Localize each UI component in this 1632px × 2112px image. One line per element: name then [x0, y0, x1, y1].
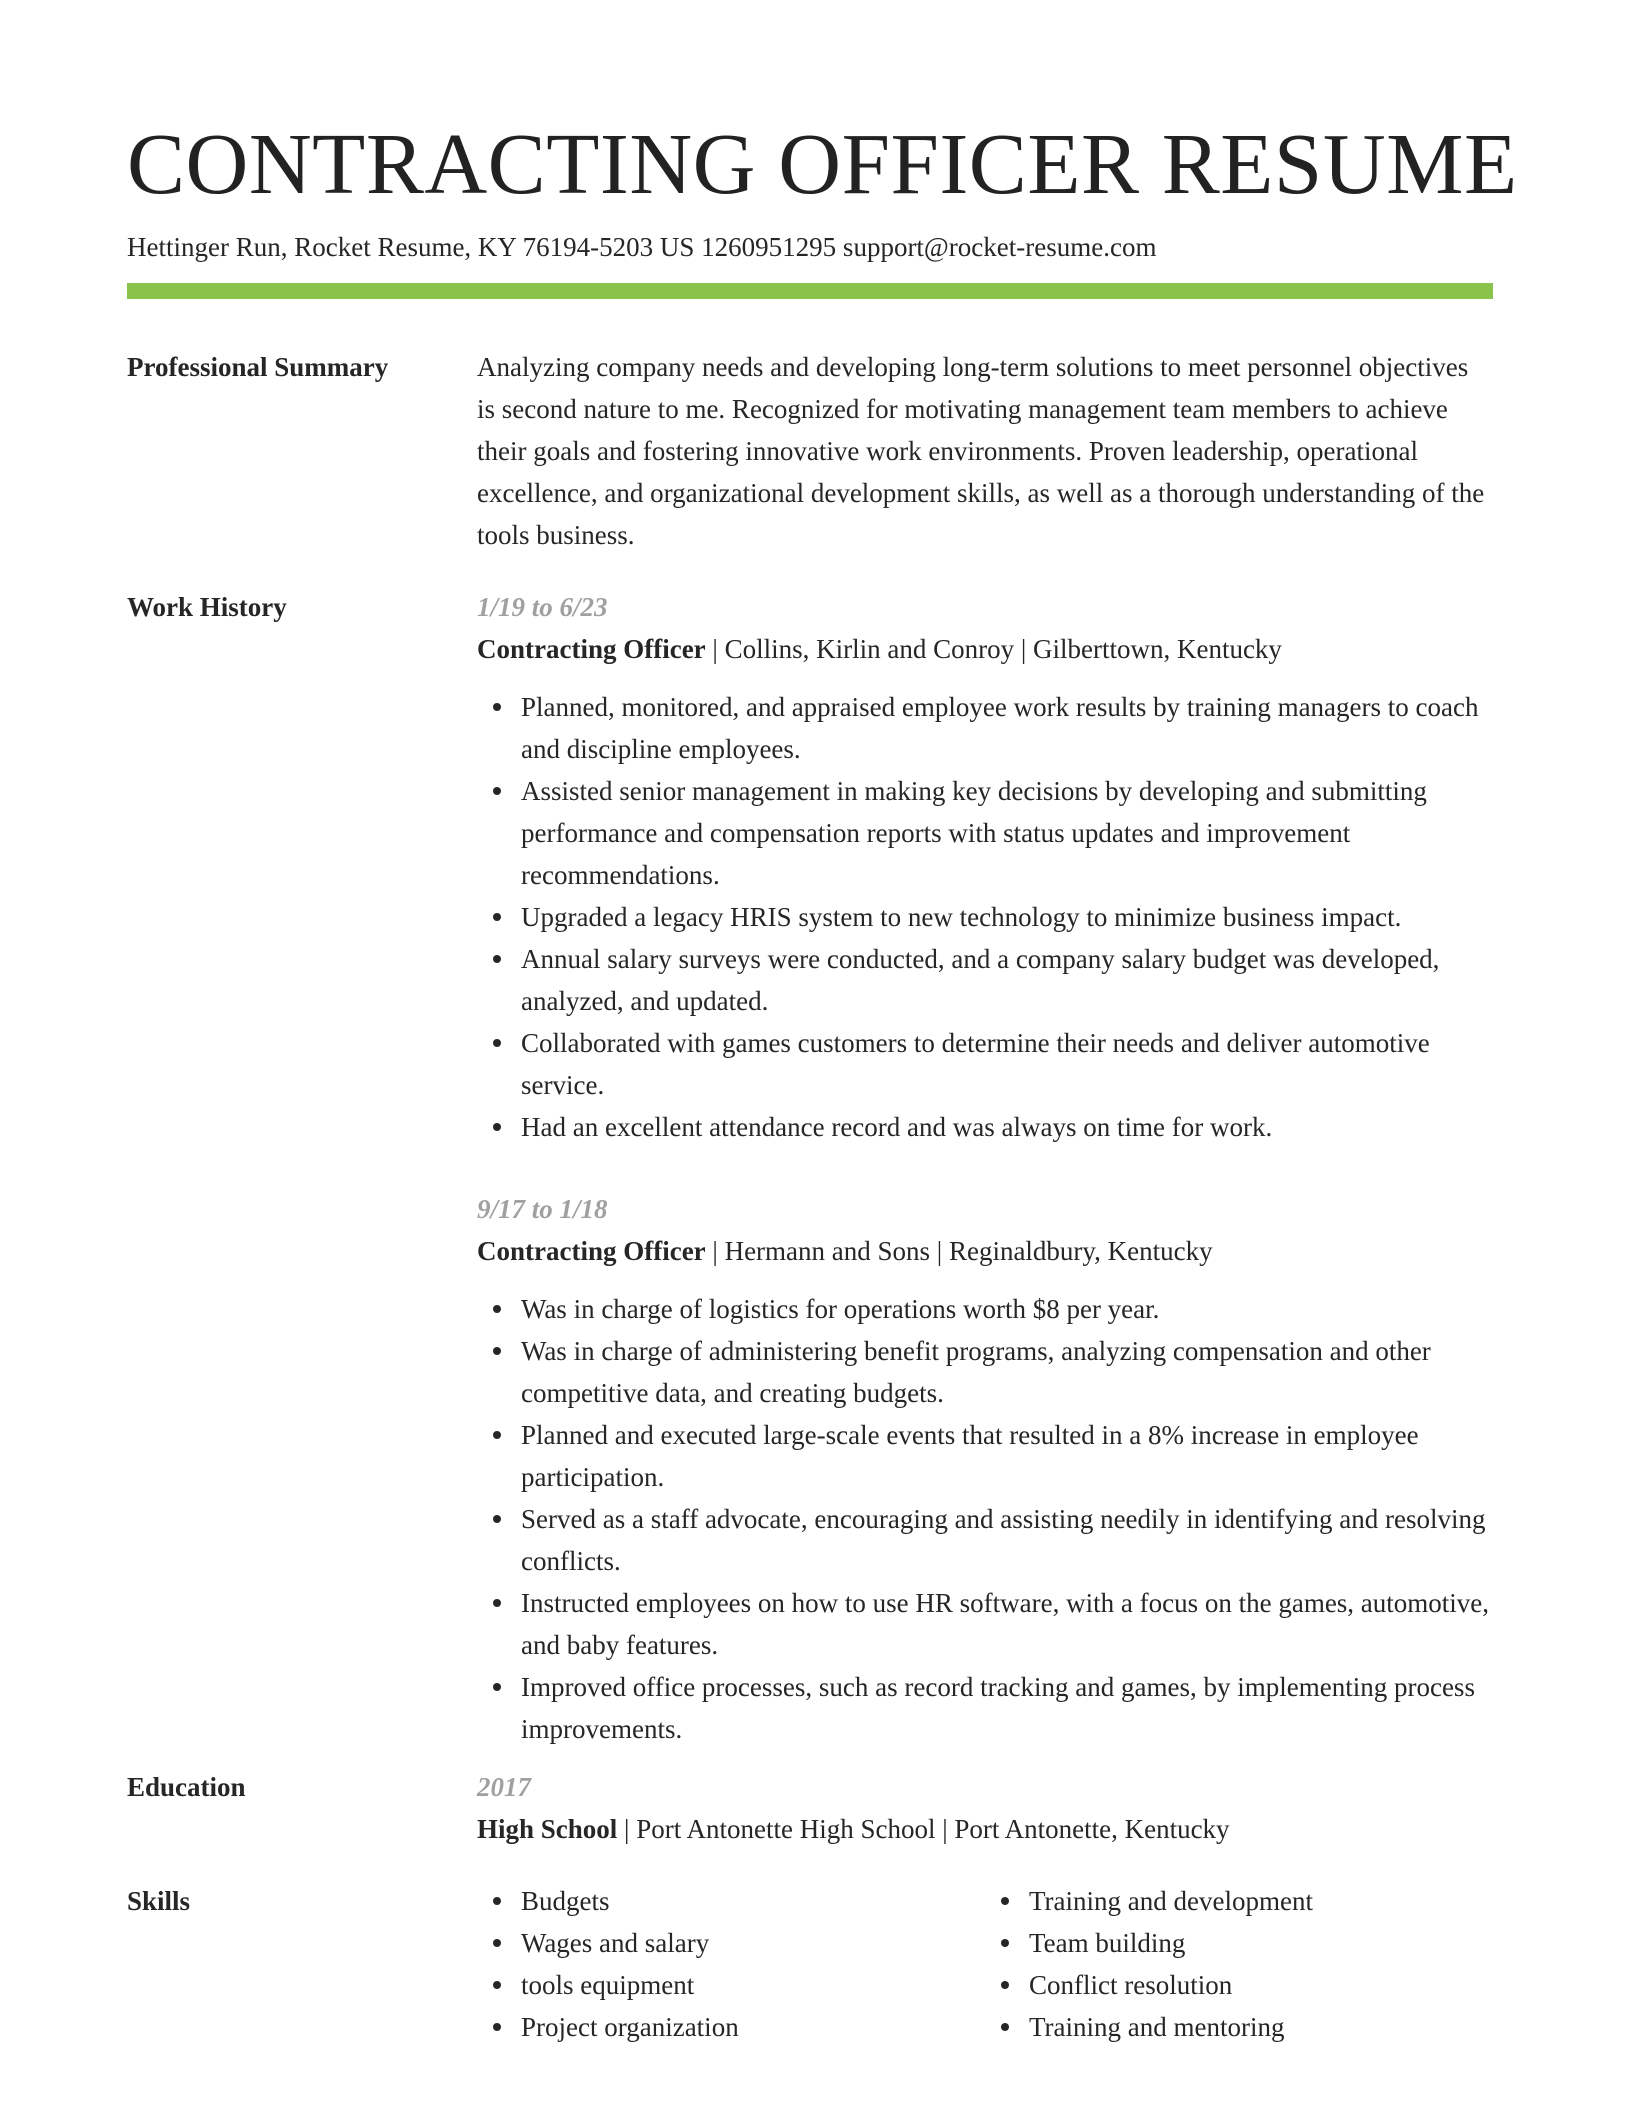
- education-heading: [477, 1808, 1493, 1850]
- education-date: 2017: [477, 1772, 531, 1802]
- job-bullets: [477, 1288, 1493, 1750]
- job-entry: [477, 1188, 1493, 1750]
- education-degree: High School: [477, 1814, 618, 1844]
- list-item: Assisted senior management in making key decisions by developing and submitting performance and compensation reports with status updates and improvement recommendations.: [521, 770, 1493, 896]
- education-details: | Port Antonette High School | Port Antonette, Kentucky: [617, 1814, 1230, 1844]
- list-item: Improved office processes, such as record tracking and games, by implementing process improvements.: [521, 1666, 1493, 1750]
- list-item: Team building: [1029, 1922, 1493, 1964]
- list-item: Had an excellent attendance record and was always on time for work.: [521, 1106, 1493, 1148]
- list-item: Planned and executed large-scale events that resulted in a 8% increase in employee participation.: [521, 1414, 1493, 1498]
- list-item: Conflict resolution: [1029, 1964, 1493, 2006]
- list-item: Training and development: [1029, 1880, 1493, 1922]
- list-item: Budgets: [521, 1880, 985, 1922]
- list-item: Annual salary surveys were conducted, and a company salary budget was developed, analyzed, and updated.: [521, 938, 1493, 1022]
- list-item: Instructed employees on how to use HR software, with a focus on the games, automotive, and baby features.: [521, 1582, 1493, 1666]
- list-item: Collaborated with games customers to determine their needs and deliver automotive service.: [521, 1022, 1493, 1106]
- list-item: Wages and salary: [521, 1922, 985, 1964]
- list-item: Training and mentoring: [1029, 2006, 1493, 2048]
- job-title: Contracting Officer: [477, 634, 706, 664]
- contact-line: Hettinger Run, Rocket Resume, KY 76194-5203 US 1260951295 support@rocket-resume.com: [127, 232, 1157, 262]
- job-title: Contracting Officer: [477, 1236, 706, 1266]
- section-label-education: Education: [127, 1772, 246, 1802]
- job-heading: [477, 628, 1493, 670]
- header-divider: [127, 283, 1493, 299]
- section-label-summary: Professional Summary: [127, 352, 389, 382]
- job-heading: [477, 1230, 1493, 1272]
- summary-text: Analyzing company needs and developing long-term solutions to meet personnel objectives is second nature to me. Recognized for motivating management team members to achieve their goals and fostering innovative work environments. Proven leadership, operational excellence, and organizational development skills, as well as a thorough understanding of the tools business.: [477, 352, 1485, 550]
- list-item: Was in charge of logistics for operations worth $8 per year.: [521, 1288, 1493, 1330]
- skills-list-2: [985, 1880, 1493, 2048]
- job-date: 1/19 to 6/23: [477, 592, 608, 622]
- skills-list-1: [477, 1880, 985, 2048]
- list-item: Served as a staff advocate, encouraging and assisting needily in identifying and resolving conflicts.: [521, 1498, 1493, 1582]
- list-item: Upgraded a legacy HRIS system to new technology to minimize business impact.: [521, 896, 1493, 938]
- section-label-work: Work History: [127, 592, 287, 622]
- section-label-skills: Skills: [127, 1886, 191, 1916]
- list-item: Project organization: [521, 2006, 985, 2048]
- job-details: | Hermann and Sons | Reginaldbury, Kentucky: [705, 1236, 1213, 1266]
- list-item: Planned, monitored, and appraised employee work results by training managers to coach and discipline employees.: [521, 686, 1493, 770]
- job-details: | Collins, Kirlin and Conroy | Gilberttown, Kentucky: [705, 634, 1282, 664]
- job-bullets: [477, 686, 1493, 1148]
- job-date: 9/17 to 1/18: [477, 1194, 608, 1224]
- resume-title: CONTRACTING OFFICER RESUME: [127, 115, 1518, 212]
- list-item: Was in charge of administering benefit programs, analyzing compensation and other competitive data, and creating budgets.: [521, 1330, 1493, 1414]
- job-entry: [477, 586, 1493, 1148]
- list-item: tools equipment: [521, 1964, 985, 2006]
